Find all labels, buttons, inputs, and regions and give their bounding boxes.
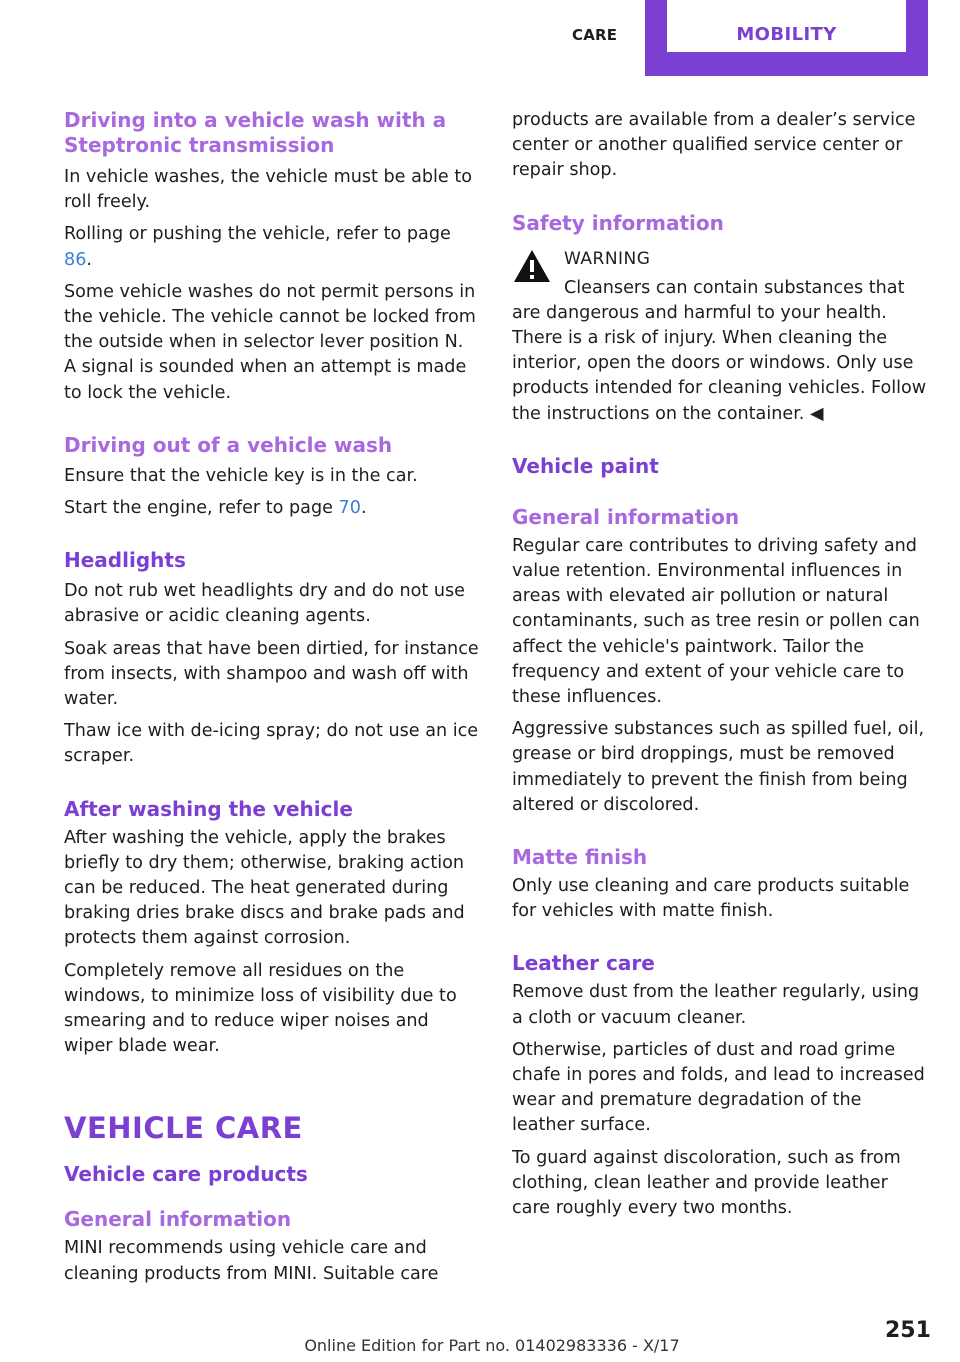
paragraph-paint-2: Aggressive substances such as spilled fuel, oil, grease or bird droppings, must be removed immediately to prevent the finish from being altered or discolored. bbox=[512, 719, 925, 815]
heading-paint: Vehicle paint bbox=[512, 453, 659, 478]
paragraph-headlights-3: Thaw ice with de-icing spray; do not use an ice scraper. bbox=[64, 721, 479, 767]
paragraph-headlights-1: Do not rub wet headlights dry and do not use abrasive or acidic cleaning agents. bbox=[64, 581, 466, 627]
warning-block bbox=[512, 248, 928, 427]
header-chapter-tab bbox=[645, 0, 928, 76]
heading-drive-out: Driving out of a vehicle wash bbox=[64, 432, 393, 457]
warning-title: WARNING bbox=[564, 248, 651, 269]
paragraph-leather-2: Otherwise, particles of dust and road grime chafe in pores and folds, and lead to increased wear and premature degradation of the leather surface. bbox=[512, 1039, 925, 1136]
warning-body: Cleansers can contain substances that are dangerous and harmful to your health. There is a risk of injury. When cleaning the interior, open the doors or windows. Only use products intended for cleaning vehicles. Follow the instructions on the container. bbox=[512, 277, 927, 424]
header-section-label: CARE bbox=[572, 26, 618, 44]
paragraph-persons: Some vehicle washes do not permit persons in the vehicle. The vehicle cannot be locked from the outside when in selector lever position N. A signal is sounded when an attempt is made to lock the vehicle. bbox=[64, 281, 476, 403]
heading-vehicle-care: VEHICLE CARE bbox=[64, 1111, 303, 1146]
paragraph-roll-freely: In vehicle washes, the vehicle must be able to roll freely. bbox=[64, 167, 473, 213]
warning-triangle-icon bbox=[512, 248, 552, 284]
paragraph-products-cont: products are available from a dealer’s service center or another qualified service center or repair shop. bbox=[512, 110, 916, 181]
right-column bbox=[512, 108, 928, 1228]
start-ref-end: . bbox=[360, 498, 367, 519]
heading-matte: Matte finish bbox=[512, 845, 648, 870]
paragraph-after-2: Completely remove all residues on the windows, to minimize loss of visibility due to smearing and to reduce wiper noises and wiper blade wear. bbox=[64, 960, 457, 1057]
paragraph-rolling-ref bbox=[64, 222, 480, 272]
warning-text bbox=[512, 276, 928, 427]
page-link-86[interactable]: 86 bbox=[64, 249, 87, 270]
page-link-70[interactable]: 70 bbox=[338, 498, 361, 519]
end-mark: ◀ bbox=[804, 403, 824, 424]
heading-care-products: Vehicle care products bbox=[64, 1162, 308, 1187]
paragraph-mini-recommends: MINI recommends using vehicle care and cleaning products from MINI. Suitable care bbox=[64, 1238, 439, 1284]
heading-general-info-left: General information bbox=[64, 1207, 292, 1232]
paragraph-paint-1: Regular care contributes to driving safety and value retention. Environmental influences in areas with elevated air pollution or natural contaminants, such as tree resin or pollen can affect the vehicle's paintwork. Tailor the frequency and extent of your vehicle care to these influences. bbox=[512, 535, 920, 708]
heading-safety: Safety information bbox=[512, 210, 724, 235]
heading-headlights: Headlights bbox=[64, 548, 186, 573]
paragraph-after-1: After washing the vehicle, apply the brakes briefly to dry them; otherwise, braking action can be reduced. The heat generated during braking dries brake discs and brake pads and protects them against corrosion. bbox=[64, 827, 465, 949]
start-ref-text: Start the engine, refer to page bbox=[64, 498, 339, 519]
paragraph-key: Ensure that the vehicle key is in the car. bbox=[64, 465, 418, 486]
heading-general-info-right: General information bbox=[512, 504, 740, 529]
left-column bbox=[64, 108, 480, 1294]
header-chapter-label: MOBILITY bbox=[667, 0, 906, 52]
heading-leather: Leather care bbox=[512, 951, 655, 976]
heading-wash-steptronic: Driving into a vehicle wash with a Steptronic transmission bbox=[64, 108, 447, 157]
footer-edition: Online Edition for Part no. 01402983336 - X/17 bbox=[304, 1336, 680, 1355]
paragraph-leather-1: Remove dust from the leather regularly, using a cloth or vacuum cleaner. bbox=[512, 982, 920, 1028]
paragraph-headlights-2: Soak areas that have been dirtied, for instance from insects, with shampoo and wash off with water. bbox=[64, 638, 479, 710]
paragraph-matte: Only use cleaning and care products suitable for vehicles with matte finish. bbox=[512, 876, 910, 922]
rolling-ref-text: Rolling or pushing the vehicle, refer to page bbox=[64, 224, 451, 245]
paragraph-leather-3: To guard against discoloration, such as from clothing, clean leather and provide leather care roughly every two months. bbox=[512, 1147, 901, 1219]
rolling-ref-end: . bbox=[86, 249, 92, 270]
paragraph-start-engine bbox=[64, 496, 480, 521]
heading-after-wash: After washing the vehicle bbox=[64, 796, 353, 821]
page-number: 251 bbox=[885, 1318, 931, 1343]
